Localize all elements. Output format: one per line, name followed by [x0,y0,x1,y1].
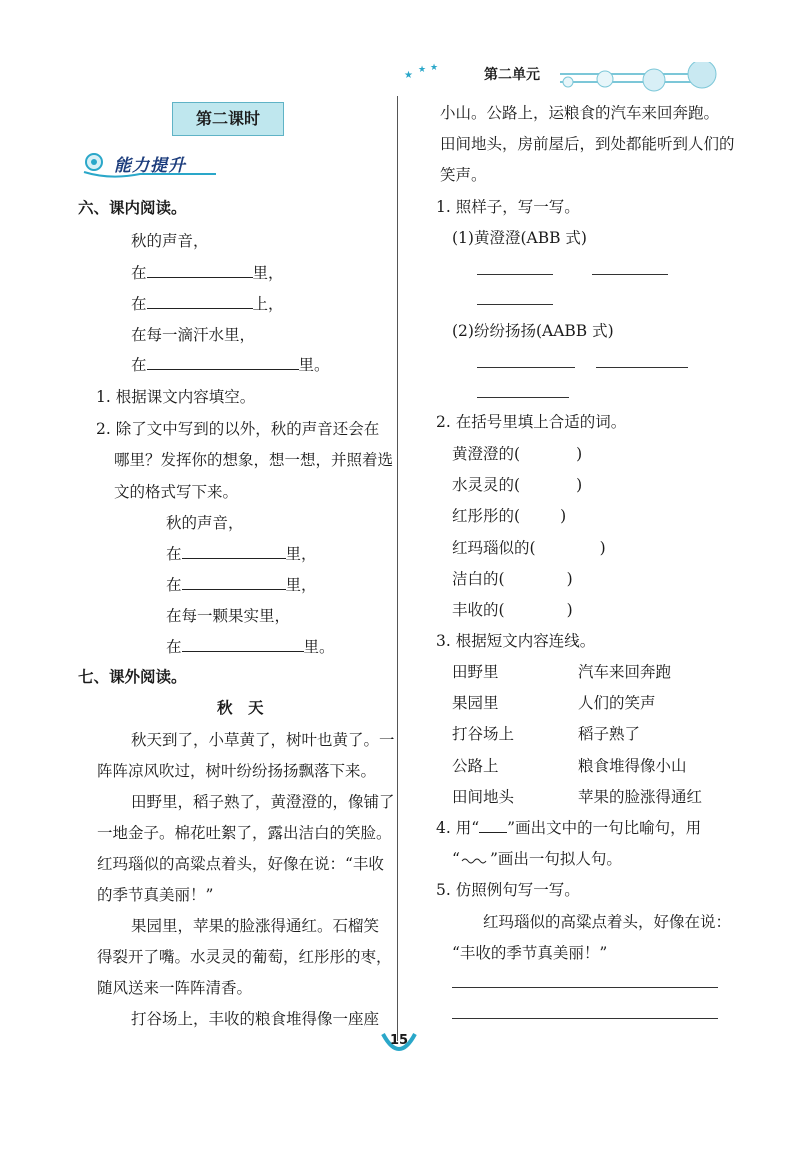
poem-line-5: 在 里。 [131,353,330,375]
match-left-2[interactable]: 果园里 [452,694,499,712]
aabb-blank-3[interactable] [477,397,569,398]
r-question-1a: (1)黄澄澄(ABB 式) [452,229,587,247]
question-1: 1. 根据课文内容填空。 [96,388,256,406]
passage-line-3: 田野里，稻子熟了，黄澄澄的，像铺了 [131,793,395,811]
fill-item-4: 红玛瑙似的( ) [452,539,606,557]
section-6-heading: 六、课内阅读。 [78,199,187,217]
svg-text:★: ★ [430,63,439,73]
match-right-1[interactable]: 汽车来回奔跑 [578,663,672,681]
question-2-line-2: 哪里？发挥你的想象，想一想，并照着选 [114,451,394,469]
fill-item-1: 黄澄澄的( ) [452,445,583,463]
r-question-1: 1. 照样子，写一写。 [436,198,580,216]
passage-line-2: 阵阵凉风吹过，树叶纷纷扬扬飘落下来。 [97,762,377,780]
abb-blank-1[interactable] [477,274,553,275]
r-question-2: 2. 在括号里填上合适的词。 [436,413,627,431]
aabb-blank-1[interactable] [477,367,575,368]
answer-line-5: 在 里。 [166,635,335,657]
writing-line-2[interactable] [452,1018,718,1019]
r-question-4-line-1: 4. 用“ ”画出文中的一句比喻句，用 [436,819,702,837]
answer-line-1: 秋的声音， [166,514,244,532]
passage-line-5: 红玛瑙似的高粱点着头，好像在说：“丰收 [97,855,384,873]
svg-text:★: ★ [418,65,427,75]
match-right-2[interactable]: 人们的笑声 [578,694,656,712]
fill-item-5: 洁白的( ) [452,570,573,588]
match-left-1[interactable]: 田野里 [452,663,499,681]
passage-cont-line-2: 田间地头，房前屋后，到处都能听到人们的 [440,135,735,153]
unit-header-decoration [400,62,720,102]
blank-3[interactable] [147,354,299,371]
unit-title: 第二单元 [484,67,540,83]
wavy-line-mark [460,853,490,865]
match-left-5[interactable]: 田间地头 [452,788,515,806]
question-2-line-1: 2. 除了文中写到的以外，秋的声音还会在 [96,420,380,438]
blank-1[interactable] [147,262,253,279]
poem-line-2: 在 里， [131,261,284,283]
r-question-1b: (2)纷纷扬扬(AABB 式) [452,322,614,340]
passage-cont-line-1: 小山。公路上，运粮食的汽车来回奔跑。 [440,104,720,122]
answer-blank-1[interactable] [182,543,286,560]
r-question-4-line-2: “ ”画出一句拟人句。 [452,850,622,868]
fill-item-6: 丰收的( ) [452,601,573,619]
writing-line-1[interactable] [452,987,718,988]
passage-line-8: 得裂开了嘴。水灵灵的葡萄，红彤彤的枣， [97,948,392,966]
answer-blank-2[interactable] [182,574,286,591]
passage-line-1: 秋天到了，小草黄了，树叶也黄了。一 [131,731,395,749]
passage-line-10: 打谷场上，丰收的粮食堆得像一座座 [131,1010,380,1028]
example-line-2: “丰收的季节真美丽！” [452,944,608,962]
lesson-title: 第二课时 [172,102,284,136]
match-right-4[interactable]: 粮食堆得像小山 [578,757,687,775]
fill-item-3: 红彤彤的( ) [452,507,567,525]
abb-blank-3[interactable] [477,304,553,305]
page-number: 15 [381,1030,417,1058]
poem-line-1: 秋的声音， [131,232,209,250]
passage-line-6: 的季节真美丽！” [97,886,214,904]
match-right-3[interactable]: 稻子熟了 [578,725,641,743]
passage-line-4: 一地金子。棉花吐絮了，露出洁白的笑脸。 [97,824,392,842]
svg-text:★: ★ [404,70,413,81]
answer-line-4: 在每一颗果实里， [166,607,291,625]
fill-item-2: 水灵灵的( ) [452,476,583,494]
example-line-1: 红玛瑙似的高粱点着头，好像在说： [483,913,732,931]
poem-line-4: 在每一滴汗水里， [131,326,256,344]
abb-blank-2[interactable] [592,274,668,275]
match-left-4[interactable]: 公路上 [452,757,499,775]
section-banner: 能力提升 [114,156,186,176]
answer-line-2: 在 里， [166,542,317,564]
passage-line-7: 果园里，苹果的脸涨得通红。石榴笑 [131,917,380,935]
poem-line-3: 在 上， [131,292,284,314]
match-left-3[interactable]: 打谷场上 [452,725,515,743]
passage-line-9: 随风送来一阵阵清香。 [97,979,253,997]
passage-title: 秋 天 [217,699,264,717]
match-right-5[interactable]: 苹果的脸涨得通红 [578,788,703,806]
answer-blank-3[interactable] [182,636,304,653]
answer-line-3: 在 里， [166,573,317,595]
question-2-line-3: 文的格式写下来。 [114,483,239,501]
r-question-5: 5. 仿照例句写一写。 [436,881,580,899]
column-divider [397,96,398,1041]
r-question-3: 3. 根据短文内容连线。 [436,632,596,650]
aabb-blank-2[interactable] [596,367,688,368]
straight-line-mark [479,823,507,833]
blank-2[interactable] [147,293,253,310]
section-7-heading: 七、课外阅读。 [78,668,187,686]
passage-cont-line-3: 笑声。 [440,166,487,184]
